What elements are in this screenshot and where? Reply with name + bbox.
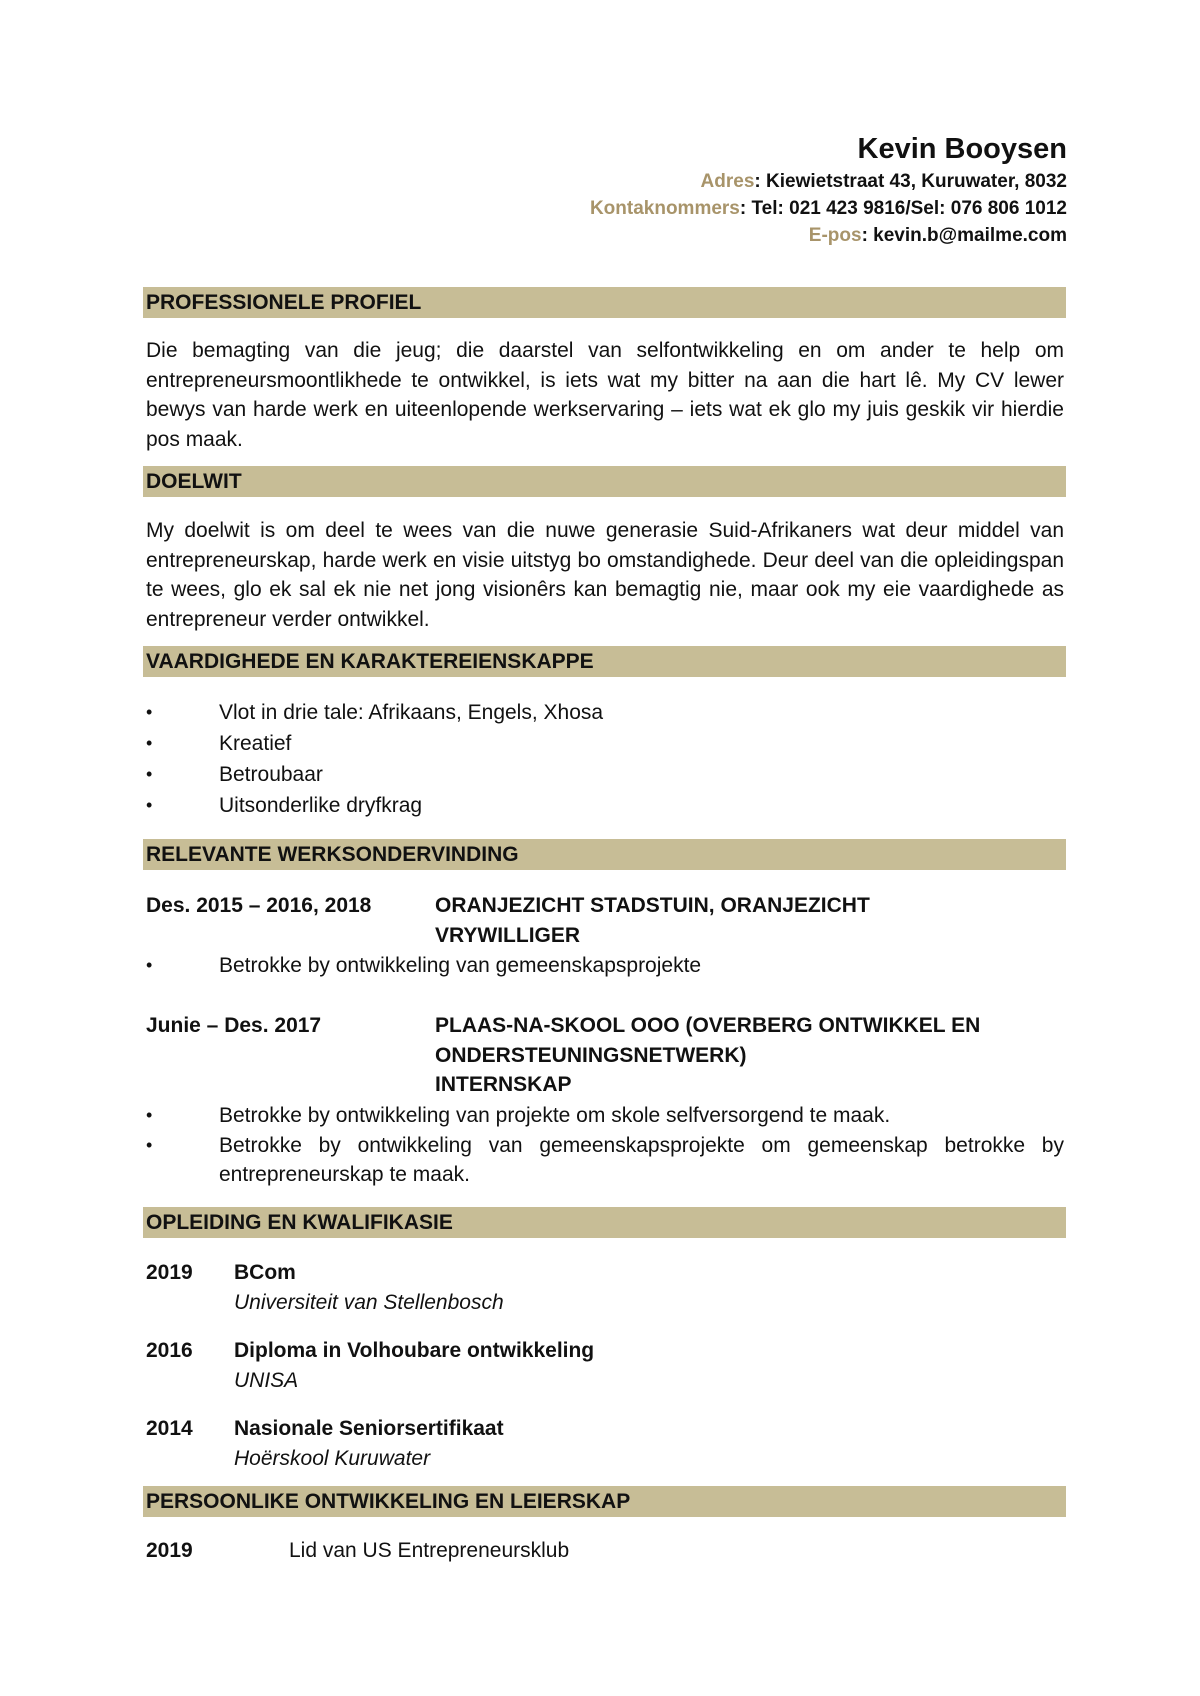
phone-line: [590, 195, 1067, 222]
list-item: • Uitsonderlike dryfkrag: [146, 790, 1064, 821]
education-degree: Diploma in Volhoubare ontwikkeling: [234, 1339, 595, 1362]
email-label: E-pos: [808, 225, 862, 246]
list-item: • Betroubaar: [146, 759, 1064, 790]
education-institution: Universiteit van Stellenbosch: [234, 1291, 504, 1314]
section-heading-goal: DOELWIT: [143, 466, 1066, 497]
email-value: : kevin.b@mailme.com: [861, 225, 1067, 246]
education-degree: BCom: [234, 1261, 296, 1284]
address-line: [590, 168, 1067, 195]
job-role: VRYWILLIGER: [435, 923, 581, 947]
skills-list: [146, 697, 1064, 821]
cv-header: [590, 130, 1067, 249]
job-title-line: PLAAS-NA-SKOOL OOO (OVERBERG ONTWIKKEL EN: [435, 1014, 981, 1037]
job-title-line: ORANJEZICHT STADSTUIN, ORANJEZICHT: [435, 894, 870, 917]
education-year: 2016: [146, 1339, 193, 1362]
address-value: : Kiewietstraat 43, Kuruwater, 8032: [754, 171, 1067, 192]
job-title-line: ONDERSTEUNINGSNETWERK): [435, 1043, 747, 1067]
profile-text: Die bemagting van die jeug; die daarstel van selfontwikkeling en om ander te help om entrepreneursmoontlikhede te ontwikkel, is iets wat my bitter na aan die hart lê. My CV lewer bewys van harde werk en uiteenlopende werkservaring – iets wat ek glo my juis geskik vir hierdie pos maak.: [146, 339, 1064, 451]
goal-text: My doelwit is om deel te wees van die nuwe generasie Suid-Afrikaners wat deur middel van entrepreneurskap, harde werk en visie uitstyg bo omstandighede. Deur deel van die opleidingspan te wees, glo ek sal ek nie net jong visionêrs kan bemagtig nie, maar ook my eie vaardighede as entrepreneur verder ontwikkel.: [146, 519, 1064, 631]
job-role: INTERNSKAP: [435, 1073, 572, 1096]
list-item: • Kreatief: [146, 728, 1064, 759]
section-heading-leadership: PERSOONLIKE ONTWIKKELING EN LEIERSKAP: [143, 1486, 1066, 1517]
job-title: [435, 891, 1055, 950]
leadership-text: Lid van US Entrepreneursklub: [289, 1539, 570, 1562]
section-heading-experience: RELEVANTE WERKSONDERVINDING: [143, 839, 1066, 870]
education-degree: Nasionale Seniorsertifikaat: [234, 1417, 504, 1440]
candidate-name: Kevin Booysen: [857, 133, 1067, 165]
job-bullets: [146, 951, 1064, 981]
list-item: • Betrokke by ontwikkeling van gemeenskapsprojekte om gemeenskap betrokke by entrepreneurskap te maak.: [146, 1131, 1064, 1190]
phone-label: Kontaknommers: [589, 198, 740, 219]
list-item: • Betrokke by ontwikkeling van gemeenskapsprojekte: [146, 951, 1064, 981]
education-institution: Hoërskool Kuruwater: [234, 1447, 431, 1470]
job-bullets: [146, 1101, 1064, 1190]
job-date: Des. 2015 – 2016, 2018: [146, 894, 372, 917]
section-heading-skills: VAARDIGHEDE EN KARAKTEREIENSKAPPE: [143, 646, 1066, 677]
list-item: • Vlot in drie tale: Afrikaans, Engels, Xhosa: [146, 697, 1064, 728]
education-institution: UNISA: [234, 1369, 299, 1392]
address-label: Adres: [700, 171, 755, 192]
list-item: • Betrokke by ontwikkeling van projekte om skole selfversorgend te maak.: [146, 1101, 1064, 1131]
phone-value: : Tel: 021 423 9816/Sel: 076 806 1012: [739, 198, 1067, 219]
job-date: Junie – Des. 2017: [146, 1014, 322, 1037]
section-heading-profile: PROFESSIONELE PROFIEL: [143, 287, 1066, 318]
education-year: 2019: [146, 1261, 193, 1284]
email-line: [590, 222, 1067, 249]
section-heading-education: OPLEIDING EN KWALIFIKASIE: [143, 1207, 1066, 1238]
job-title: [435, 1011, 1055, 1100]
education-year: 2014: [146, 1417, 193, 1440]
leadership-year: 2019: [146, 1539, 193, 1562]
